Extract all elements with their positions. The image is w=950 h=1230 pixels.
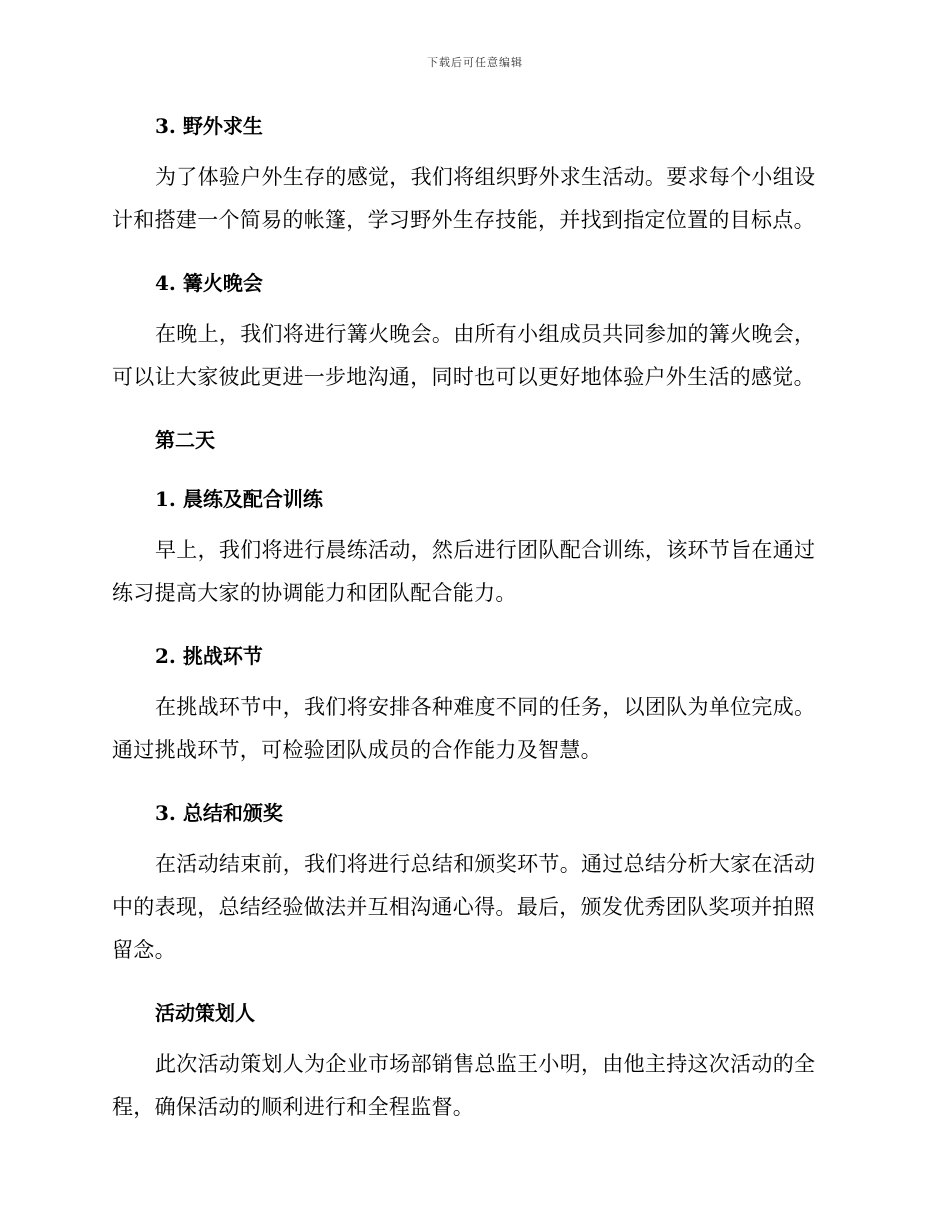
section-heading-morning-training: 1. 晨练及配合训练 [155,487,323,511]
section-paragraph-challenge: 在挑战环节中，我们将安排各种难度不同的任务，以团队为单位完成。通过挑战环节，可检验团队成员的合作能力及智慧。 [112,695,816,762]
section-paragraph-wild-survival: 为了体验户外生存的感觉，我们将组织野外求生活动。要求每个小组设计和搭建一个简易的帐篷，学习野外生存技能，并找到指定位置的目标点。 [112,165,816,232]
section-paragraph-bonfire-party: 在晚上，我们将进行篝火晚会。由所有小组成员共同参加的篝火晚会，可以让大家彼此更进一步地沟通，同时也可以更好地体验户外生活的感觉。 [112,322,816,389]
page-header-note: 下载后可任意编辑 [427,56,523,69]
section-heading-wild-survival: 3. 野外求生 [155,114,263,138]
section-paragraph-summary-awards: 在活动结束前，我们将进行总结和颁奖环节。通过总结分析大家在活动中的表现，总结经验做法并互相沟通心得。最后，颁发优秀团队奖项并拍照留念。 [112,852,816,962]
day-heading-second-day: 第二天 [155,428,215,452]
section-heading-challenge: 2. 挑战环节 [155,644,263,668]
section-heading-event-planner: 活动策划人 [155,1001,255,1025]
section-paragraph-event-planner: 此次活动策划人为企业市场部销售总监王小明，由他主持这次活动的全程，确保活动的顺利进行和全程监督。 [112,1052,816,1119]
section-heading-bonfire-party: 4. 篝火晚会 [155,271,263,295]
section-heading-summary-awards: 3. 总结和颁奖 [155,801,283,825]
section-paragraph-morning-training: 早上，我们将进行晨练活动，然后进行团队配合训练，该环节旨在通过练习提高大家的协调能力和团队配合能力。 [112,538,816,605]
document-body [112,108,832,1129]
